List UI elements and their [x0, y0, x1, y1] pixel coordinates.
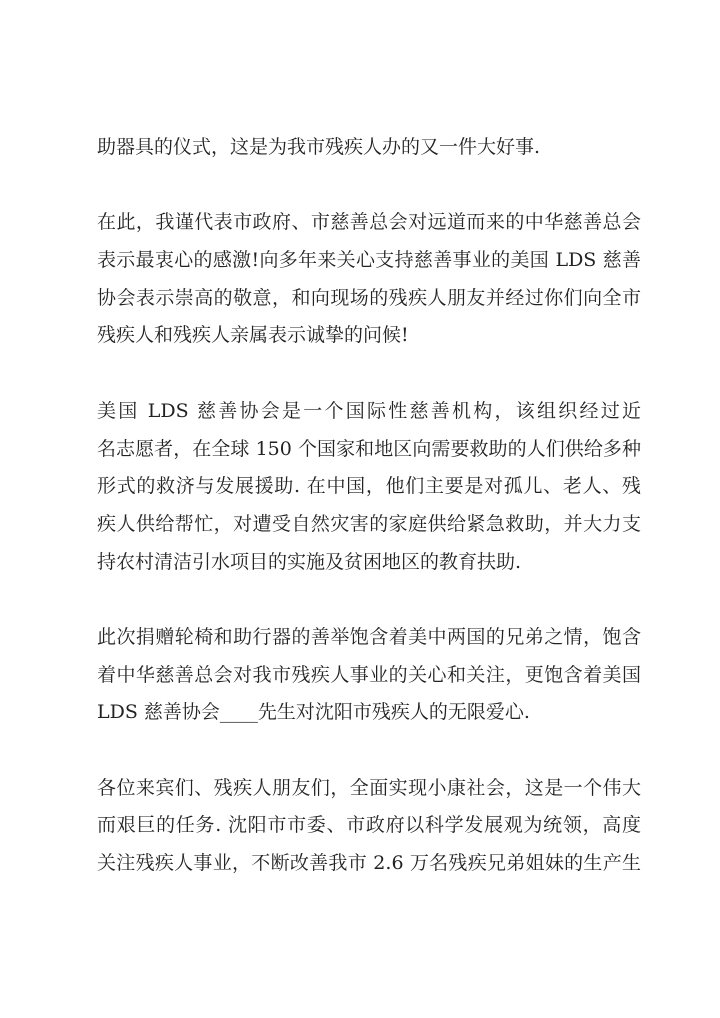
text-line: 在此，我谨代表市政府、市慈善总会对远道而来的中华慈善总会 [97, 211, 641, 234]
text-line: 各位来宾们、残疾人朋友们，全面实现小康社会，这是一个伟大 [97, 776, 641, 799]
text-line: 助器具的仪式，这是为我市残疾人办的又一件大好事. [97, 136, 541, 158]
paragraph-3 [97, 393, 641, 581]
paragraph-4 [97, 619, 641, 732]
text-line: 关注残疾人事业，不断改善我市 2.6 万名残疾兄弟姐妹的生产生 [97, 852, 641, 875]
text-line: 形式的救济与发展援助. 在中国，他们主要是对孤儿、老人、残 [97, 475, 641, 498]
text-line: 着中华慈善总会对我市残疾人事业的关心和关注，更饱含着美国 [97, 663, 641, 686]
paragraph-1 [97, 129, 641, 167]
text-line: 表示最衷心的感激!向多年来关心支持慈善事业的美国 LDS 慈善 [97, 249, 641, 272]
text-line: 残疾人和残疾人亲属表示诚挚的问候! [97, 324, 409, 347]
text-line: 协会表示崇高的敬意，和向现场的残疾人朋友并经过你们向全市 [97, 286, 641, 309]
paragraph-gap [97, 732, 641, 770]
text-line: 美国 LDS 慈善协会是一个国际性慈善机构，该组织经过近 [97, 399, 641, 422]
paragraph-5 [97, 770, 641, 883]
paragraph-gap [97, 581, 641, 619]
text-line: LDS 慈善协会____先生对沈阳市残疾人的无限爱心. [97, 701, 530, 724]
text-line: 此次捐赠轮椅和助行器的善举饱含着美中两国的兄弟之情，饱含 [97, 625, 641, 648]
paragraph-gap [97, 167, 641, 205]
text-line: 名志愿者，在全球 150 个国家和地区向需要救助的人们供给多种 [97, 437, 641, 460]
paragraph-2 [97, 204, 641, 355]
paragraph-gap [97, 355, 641, 393]
text-line: 疾人供给帮忙，对遭受自然灾害的家庭供给紧急救助，并大力支 [97, 512, 641, 535]
text-line: 而艰巨的任务. 沈阳市市委、市政府以科学发展观为统领，高度 [97, 814, 641, 837]
document-page [97, 129, 641, 883]
text-line: 持农村清洁引水项目的实施及贫困地区的教育扶助. [97, 550, 522, 573]
